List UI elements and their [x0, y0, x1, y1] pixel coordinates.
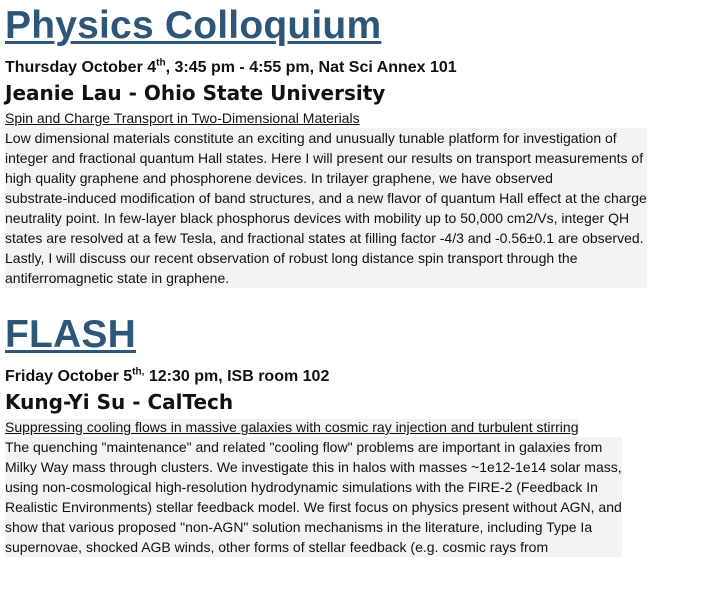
event-date-time — [5, 58, 647, 78]
series-title-flash: FLASH — [5, 313, 136, 356]
event-flash — [5, 313, 622, 557]
date-ordinal-suffix: th, — [132, 366, 145, 378]
talk-abstract — [5, 128, 647, 288]
speaker-name: Jeanie Lau - Ohio State University — [5, 81, 386, 105]
abstract-line: integer and fractional quantum Hall states. Here I will present our results on transport measurements of — [5, 148, 647, 168]
abstract-line: antiferromagnetic state in graphene. — [5, 268, 647, 288]
date-ordinal-suffix: th — [156, 57, 166, 69]
talk-abstract — [5, 437, 622, 557]
event-colloquium — [5, 4, 647, 288]
abstract-line: Lastly, I will discuss our recent observation of robust long distance spin transport through the — [5, 248, 647, 268]
abstract-line: states are resolved at a few Tesla, and fractional states at filling factor -4/3 and -0.56±0.1 are observed. — [5, 228, 647, 248]
abstract-line: Realistic Environments) stellar feedback model. We first focus on physics present without AGN, and — [5, 499, 622, 515]
abstract-line: using non-cosmological high-resolution hydrodynamic simulations with the FIRE-2 (Feedback In — [5, 477, 622, 497]
abstract-line: high quality graphene and phosphorene devices. In trilayer graphene, we have observed — [5, 168, 647, 188]
series-title-colloquium: Physics Colloquium — [5, 4, 382, 47]
abstract-line: show that various proposed "non-AGN" solution mechanisms in the literature, including Type Ia — [5, 517, 622, 537]
abstract-line: neutrality point. In few-layer black phosphorus devices with mobility up to 50,000 cm2/Vs, integer QH — [5, 208, 647, 228]
event-time-location: , 3:45 pm - 4:55 pm, Nat Sci Annex 101 — [165, 59, 457, 76]
abstract-line: Milky Way mass through clusters. We investigate this in halos with masses ~1e12-1e14 solar mass, — [5, 459, 622, 475]
abstract-line: supernovae, shocked AGB winds, other forms of stellar feedback (e.g. cosmic rays from — [5, 537, 622, 557]
speaker-name: Kung-Yi Su - CalTech — [5, 390, 234, 414]
talk-title-text: Suppressing cooling flows in massive galaxies with cosmic ray injection and turbulent stirring — [5, 419, 579, 435]
talk-title — [5, 418, 622, 437]
abstract-line: The quenching "maintenance" and related "cooling flow" problems are important in galaxies from — [5, 437, 622, 457]
event-date-time — [5, 367, 622, 387]
talk-title: Spin and Charge Transport in Two-Dimensional Materials — [5, 110, 360, 126]
event-date: Thursday October 4 — [5, 59, 157, 76]
event-date: Friday October 5 — [5, 368, 133, 385]
event-time-location: 12:30 pm, ISB room 102 — [144, 368, 330, 385]
abstract-line: substrate-induced modification of band structures, and a new flavor of quantum Hall effect at the charge — [5, 190, 647, 206]
abstract-line: Low dimensional materials constitute an exciting and unusually tunable platform for investigation of — [5, 128, 647, 148]
